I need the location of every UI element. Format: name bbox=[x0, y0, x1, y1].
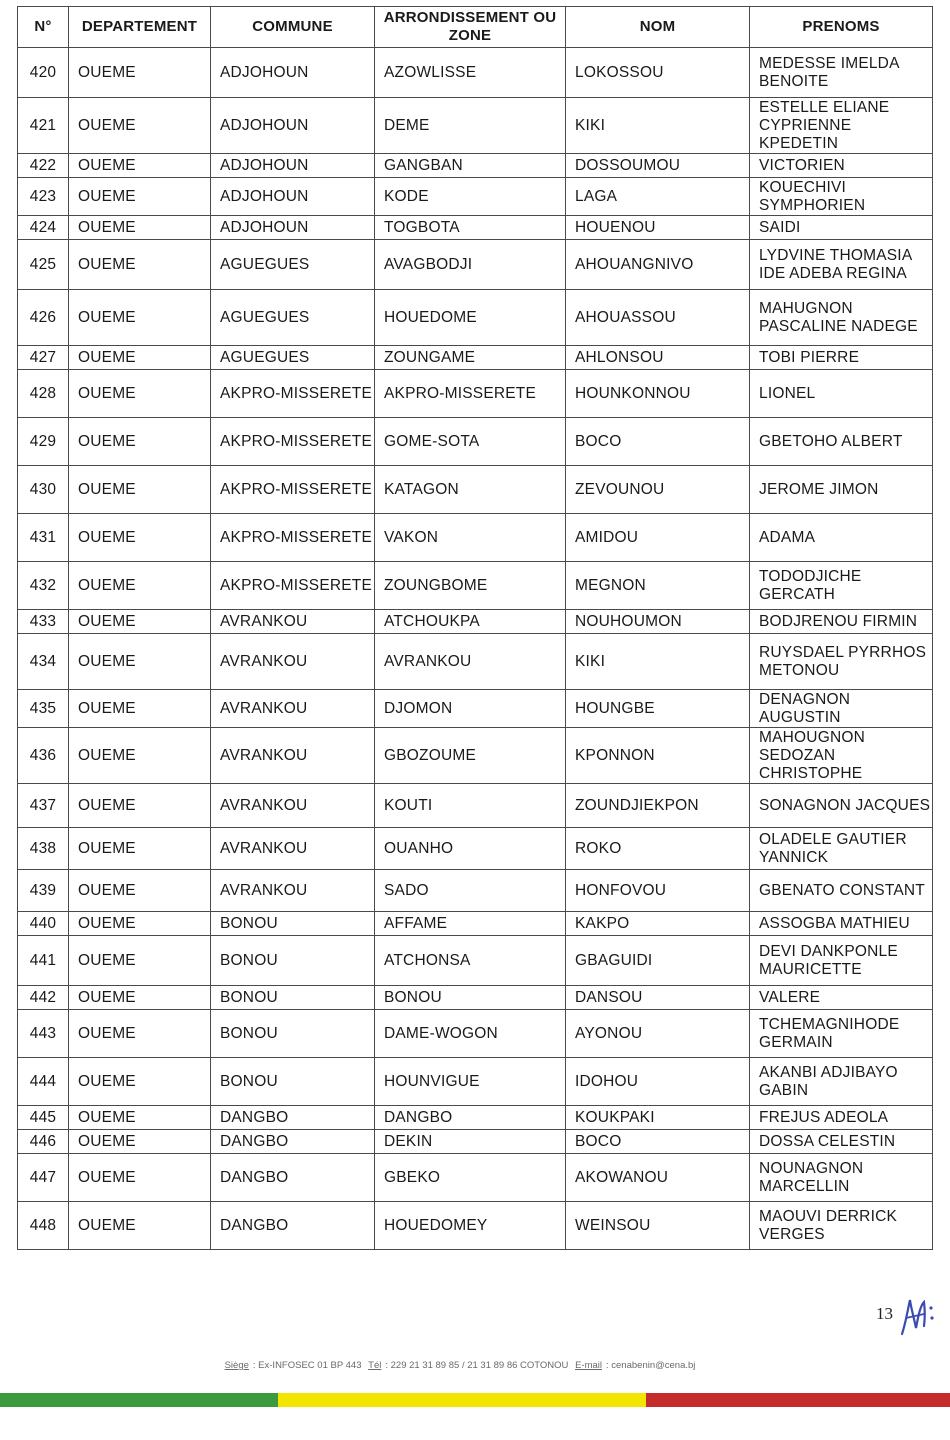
commune-cell: AVRANKOU bbox=[211, 784, 375, 828]
row-number-cell: 421 bbox=[18, 98, 69, 154]
prenoms-cell: GBENATO CONSTANT bbox=[750, 870, 933, 912]
arrondissement-cell: AKPRO-MISSERETE bbox=[375, 370, 566, 418]
departement-cell: OUEME bbox=[69, 1106, 211, 1130]
nom-cell: AKOWANOU bbox=[566, 1154, 750, 1202]
arrondissement-cell: BONOU bbox=[375, 986, 566, 1010]
table-row bbox=[18, 986, 933, 1010]
table-row bbox=[18, 370, 933, 418]
departement-cell: OUEME bbox=[69, 784, 211, 828]
commune-cell: AVRANKOU bbox=[211, 690, 375, 728]
table-row bbox=[18, 828, 933, 870]
footer-tel-text: : 229 21 31 89 85 / 21 31 89 86 COTONOU bbox=[385, 1360, 569, 1371]
arrondissement-cell: VAKON bbox=[375, 514, 566, 562]
prenoms-cell: ESTELLE ELIANE CYPRIENNE KPEDETIN bbox=[750, 98, 933, 154]
table-row bbox=[18, 562, 933, 610]
table-row bbox=[18, 98, 933, 154]
arrondissement-cell: DAME-WOGON bbox=[375, 1010, 566, 1058]
row-number-cell: 440 bbox=[18, 912, 69, 936]
arrondissement-cell: KODE bbox=[375, 178, 566, 216]
col-departement-header: DEPARTEMENT bbox=[69, 7, 211, 48]
arrondissement-cell: AZOWLISSE bbox=[375, 48, 566, 98]
prenoms-cell: TCHEMAGNIHODE GERMAIN bbox=[750, 1010, 933, 1058]
departement-cell: OUEME bbox=[69, 610, 211, 634]
commune-cell: AVRANKOU bbox=[211, 870, 375, 912]
footer-siege-label: Siège bbox=[224, 1360, 249, 1371]
table-row bbox=[18, 466, 933, 514]
departement-cell: OUEME bbox=[69, 1154, 211, 1202]
nom-cell: HOUENOU bbox=[566, 216, 750, 240]
arrondissement-cell: KOUTI bbox=[375, 784, 566, 828]
table-row bbox=[18, 870, 933, 912]
nom-cell: HOUNGBE bbox=[566, 690, 750, 728]
prenoms-cell: VICTORIEN bbox=[750, 154, 933, 178]
commune-cell: BONOU bbox=[211, 1058, 375, 1106]
arrondissement-cell: HOUEDOME bbox=[375, 290, 566, 346]
row-number-cell: 446 bbox=[18, 1130, 69, 1154]
departement-cell: OUEME bbox=[69, 154, 211, 178]
departement-cell: OUEME bbox=[69, 986, 211, 1010]
arrondissement-cell: DANGBO bbox=[375, 1106, 566, 1130]
departement-cell: OUEME bbox=[69, 240, 211, 290]
prenoms-cell: FREJUS ADEOLA bbox=[750, 1106, 933, 1130]
commune-cell: ADJOHOUN bbox=[211, 48, 375, 98]
table-header-row bbox=[18, 7, 933, 48]
arrondissement-cell: DEKIN bbox=[375, 1130, 566, 1154]
table-row bbox=[18, 216, 933, 240]
nom-cell: IDOHOU bbox=[566, 1058, 750, 1106]
nom-cell: KIKI bbox=[566, 98, 750, 154]
commune-cell: AVRANKOU bbox=[211, 828, 375, 870]
departement-cell: OUEME bbox=[69, 828, 211, 870]
commune-cell: AVRANKOU bbox=[211, 728, 375, 784]
row-number-cell: 425 bbox=[18, 240, 69, 290]
col-arrondissement-header: ARRONDISSEMENT OU ZONE bbox=[375, 7, 566, 48]
commune-cell: AGUEGUES bbox=[211, 240, 375, 290]
col-prenoms-header: PRENOMS bbox=[750, 7, 933, 48]
row-number-cell: 447 bbox=[18, 1154, 69, 1202]
commune-cell: BONOU bbox=[211, 1010, 375, 1058]
prenoms-cell: ASSOGBA MATHIEU bbox=[750, 912, 933, 936]
arrondissement-cell: GANGBAN bbox=[375, 154, 566, 178]
commune-cell: DANGBO bbox=[211, 1106, 375, 1130]
commune-cell: ADJOHOUN bbox=[211, 178, 375, 216]
footer-tel-label: Tél bbox=[368, 1360, 382, 1371]
prenoms-cell: AKANBI ADJIBAYO GABIN bbox=[750, 1058, 933, 1106]
commune-cell: AVRANKOU bbox=[211, 634, 375, 690]
table-row bbox=[18, 936, 933, 986]
prenoms-cell: DENAGNON AUGUSTIN bbox=[750, 690, 933, 728]
table-row bbox=[18, 690, 933, 728]
prenoms-cell: MEDESSE IMELDA BENOITE bbox=[750, 48, 933, 98]
nom-cell: HONFOVOU bbox=[566, 870, 750, 912]
row-number-cell: 429 bbox=[18, 418, 69, 466]
nom-cell: AHLONSOU bbox=[566, 346, 750, 370]
table-row bbox=[18, 1010, 933, 1058]
row-number-cell: 432 bbox=[18, 562, 69, 610]
prenoms-cell: TODODJICHE GERCATH bbox=[750, 562, 933, 610]
arrondissement-cell: ZOUNGBOME bbox=[375, 562, 566, 610]
row-number-cell: 423 bbox=[18, 178, 69, 216]
prenoms-cell: LIONEL bbox=[750, 370, 933, 418]
departement-cell: OUEME bbox=[69, 346, 211, 370]
arrondissement-cell: GBOZOUME bbox=[375, 728, 566, 784]
row-number-cell: 427 bbox=[18, 346, 69, 370]
commune-cell: AGUEGUES bbox=[211, 346, 375, 370]
arrondissement-cell: SADO bbox=[375, 870, 566, 912]
row-number-cell: 430 bbox=[18, 466, 69, 514]
arrondissement-cell: GOME-SOTA bbox=[375, 418, 566, 466]
departement-cell: OUEME bbox=[69, 912, 211, 936]
prenoms-cell: DOSSA CELESTIN bbox=[750, 1130, 933, 1154]
row-number-cell: 443 bbox=[18, 1010, 69, 1058]
prenoms-cell: ADAMA bbox=[750, 514, 933, 562]
prenoms-cell: SAIDI bbox=[750, 216, 933, 240]
table-row bbox=[18, 1058, 933, 1106]
departement-cell: OUEME bbox=[69, 1130, 211, 1154]
departement-cell: OUEME bbox=[69, 1058, 211, 1106]
table-row bbox=[18, 728, 933, 784]
footer-contact bbox=[0, 1360, 920, 1371]
arrondissement-cell: AVAGBODJI bbox=[375, 240, 566, 290]
row-number-cell: 431 bbox=[18, 514, 69, 562]
nom-cell: GBAGUIDI bbox=[566, 936, 750, 986]
commune-cell: AKPRO-MISSERETE bbox=[211, 418, 375, 466]
prenoms-cell: SONAGNON JACQUES bbox=[750, 784, 933, 828]
nom-cell: KOUKPAKI bbox=[566, 1106, 750, 1130]
table-row bbox=[18, 634, 933, 690]
row-number-cell: 438 bbox=[18, 828, 69, 870]
row-number-cell: 424 bbox=[18, 216, 69, 240]
prenoms-cell: DEVI DANKPONLE MAURICETTE bbox=[750, 936, 933, 986]
departement-cell: OUEME bbox=[69, 290, 211, 346]
row-number-cell: 448 bbox=[18, 1202, 69, 1250]
commune-cell: BONOU bbox=[211, 986, 375, 1010]
row-number-cell: 441 bbox=[18, 936, 69, 986]
commune-cell: AKPRO-MISSERETE bbox=[211, 514, 375, 562]
nom-cell: LAGA bbox=[566, 178, 750, 216]
initials-signature-icon bbox=[898, 1294, 938, 1338]
departement-cell: OUEME bbox=[69, 728, 211, 784]
row-number-cell: 444 bbox=[18, 1058, 69, 1106]
table-row bbox=[18, 418, 933, 466]
prenoms-cell: BODJRENOU FIRMIN bbox=[750, 610, 933, 634]
table-row bbox=[18, 290, 933, 346]
flag-yellow-stripe bbox=[278, 1393, 646, 1407]
nom-cell: WEINSOU bbox=[566, 1202, 750, 1250]
commune-cell: AKPRO-MISSERETE bbox=[211, 562, 375, 610]
prenoms-cell: VALERE bbox=[750, 986, 933, 1010]
table-row bbox=[18, 154, 933, 178]
table-row bbox=[18, 784, 933, 828]
flag-green-stripe bbox=[0, 1393, 278, 1407]
prenoms-cell: TOBI PIERRE bbox=[750, 346, 933, 370]
row-number-cell: 428 bbox=[18, 370, 69, 418]
footer-email-label: E-mail bbox=[575, 1360, 602, 1371]
col-commune-header: COMMUNE bbox=[211, 7, 375, 48]
nom-cell: AMIDOU bbox=[566, 514, 750, 562]
departement-cell: OUEME bbox=[69, 562, 211, 610]
prenoms-cell: NOUNAGNON MARCELLIN bbox=[750, 1154, 933, 1202]
nom-cell: ROKO bbox=[566, 828, 750, 870]
row-number-cell: 433 bbox=[18, 610, 69, 634]
prenoms-cell: LYDVINE THOMASIA IDE ADEBA REGINA bbox=[750, 240, 933, 290]
departement-cell: OUEME bbox=[69, 690, 211, 728]
flag-red-stripe bbox=[646, 1393, 950, 1407]
row-number-cell: 435 bbox=[18, 690, 69, 728]
commune-cell: AKPRO-MISSERETE bbox=[211, 370, 375, 418]
nom-cell: MEGNON bbox=[566, 562, 750, 610]
row-number-cell: 426 bbox=[18, 290, 69, 346]
table-body bbox=[18, 48, 933, 1250]
col-number-header: N° bbox=[18, 7, 69, 48]
row-number-cell: 436 bbox=[18, 728, 69, 784]
arrondissement-cell: HOUEDOMEY bbox=[375, 1202, 566, 1250]
flag-color-bar bbox=[0, 1393, 950, 1407]
table-row bbox=[18, 240, 933, 290]
arrondissement-cell: ATCHOUKPA bbox=[375, 610, 566, 634]
departement-cell: OUEME bbox=[69, 634, 211, 690]
table-row bbox=[18, 1202, 933, 1250]
arrondissement-cell: AFFAME bbox=[375, 912, 566, 936]
table-row bbox=[18, 48, 933, 98]
commune-cell: ADJOHOUN bbox=[211, 216, 375, 240]
row-number-cell: 434 bbox=[18, 634, 69, 690]
departement-cell: OUEME bbox=[69, 936, 211, 986]
nom-cell: DOSSOUMOU bbox=[566, 154, 750, 178]
nom-cell: AYONOU bbox=[566, 1010, 750, 1058]
table-row bbox=[18, 1106, 933, 1130]
prenoms-cell: KOUECHIVI SYMPHORIEN bbox=[750, 178, 933, 216]
arrondissement-cell: DEME bbox=[375, 98, 566, 154]
table-row bbox=[18, 912, 933, 936]
departement-cell: OUEME bbox=[69, 216, 211, 240]
arrondissement-cell: TOGBOTA bbox=[375, 216, 566, 240]
prenoms-cell: MAOUVI DERRICK VERGES bbox=[750, 1202, 933, 1250]
table-row bbox=[18, 178, 933, 216]
table-row bbox=[18, 514, 933, 562]
arrondissement-cell: ZOUNGAME bbox=[375, 346, 566, 370]
col-nom-header: NOM bbox=[566, 7, 750, 48]
arrondissement-cell: ATCHONSA bbox=[375, 936, 566, 986]
table-row bbox=[18, 346, 933, 370]
arrondissement-cell: GBEKO bbox=[375, 1154, 566, 1202]
footer-email-text[interactable]: : cenabenin@cena.bj bbox=[606, 1360, 696, 1371]
departement-cell: OUEME bbox=[69, 870, 211, 912]
commune-cell: ADJOHOUN bbox=[211, 98, 375, 154]
nom-cell: KPONNON bbox=[566, 728, 750, 784]
nom-cell: AHOUASSOU bbox=[566, 290, 750, 346]
roster-table bbox=[17, 6, 933, 1250]
nom-cell: HOUNKONNOU bbox=[566, 370, 750, 418]
departement-cell: OUEME bbox=[69, 466, 211, 514]
departement-cell: OUEME bbox=[69, 1202, 211, 1250]
commune-cell: DANGBO bbox=[211, 1154, 375, 1202]
footer-siege-text: : Ex-INFOSEC 01 BP 443 bbox=[252, 1360, 362, 1371]
commune-cell: BONOU bbox=[211, 912, 375, 936]
departement-cell: OUEME bbox=[69, 370, 211, 418]
prenoms-cell: GBETOHO ALBERT bbox=[750, 418, 933, 466]
arrondissement-cell: KATAGON bbox=[375, 466, 566, 514]
commune-cell: DANGBO bbox=[211, 1130, 375, 1154]
table-row bbox=[18, 1130, 933, 1154]
table-row bbox=[18, 610, 933, 634]
departement-cell: OUEME bbox=[69, 98, 211, 154]
departement-cell: OUEME bbox=[69, 514, 211, 562]
page-number: 13 bbox=[876, 1304, 893, 1323]
arrondissement-cell: AVRANKOU bbox=[375, 634, 566, 690]
departement-cell: OUEME bbox=[69, 418, 211, 466]
commune-cell: AKPRO-MISSERETE bbox=[211, 466, 375, 514]
nom-cell: KAKPO bbox=[566, 912, 750, 936]
nom-cell: BOCO bbox=[566, 418, 750, 466]
prenoms-cell: MAHOUGNON SEDOZAN CHRISTOPHE bbox=[750, 728, 933, 784]
commune-cell: AVRANKOU bbox=[211, 610, 375, 634]
table-row bbox=[18, 1154, 933, 1202]
commune-cell: AGUEGUES bbox=[211, 290, 375, 346]
prenoms-cell: JEROME JIMON bbox=[750, 466, 933, 514]
commune-cell: BONOU bbox=[211, 936, 375, 986]
nom-cell: DANSOU bbox=[566, 986, 750, 1010]
nom-cell: ZEVOUNOU bbox=[566, 466, 750, 514]
departement-cell: OUEME bbox=[69, 1010, 211, 1058]
nom-cell: KIKI bbox=[566, 634, 750, 690]
nom-cell: ZOUNDJIEKPON bbox=[566, 784, 750, 828]
nom-cell: NOUHOUMON bbox=[566, 610, 750, 634]
arrondissement-cell: DJOMON bbox=[375, 690, 566, 728]
row-number-cell: 439 bbox=[18, 870, 69, 912]
prenoms-cell: MAHUGNON PASCALINE NADEGE bbox=[750, 290, 933, 346]
arrondissement-cell: HOUNVIGUE bbox=[375, 1058, 566, 1106]
row-number-cell: 442 bbox=[18, 986, 69, 1010]
departement-cell: OUEME bbox=[69, 178, 211, 216]
commune-cell: DANGBO bbox=[211, 1202, 375, 1250]
nom-cell: BOCO bbox=[566, 1130, 750, 1154]
row-number-cell: 437 bbox=[18, 784, 69, 828]
departement-cell: OUEME bbox=[69, 48, 211, 98]
prenoms-cell: RUYSDAEL PYRRHOS METONOU bbox=[750, 634, 933, 690]
row-number-cell: 445 bbox=[18, 1106, 69, 1130]
nom-cell: AHOUANGNIVO bbox=[566, 240, 750, 290]
prenoms-cell: OLADELE GAUTIER YANNICK bbox=[750, 828, 933, 870]
commune-cell: ADJOHOUN bbox=[211, 154, 375, 178]
row-number-cell: 420 bbox=[18, 48, 69, 98]
row-number-cell: 422 bbox=[18, 154, 69, 178]
arrondissement-cell: OUANHO bbox=[375, 828, 566, 870]
nom-cell: LOKOSSOU bbox=[566, 48, 750, 98]
